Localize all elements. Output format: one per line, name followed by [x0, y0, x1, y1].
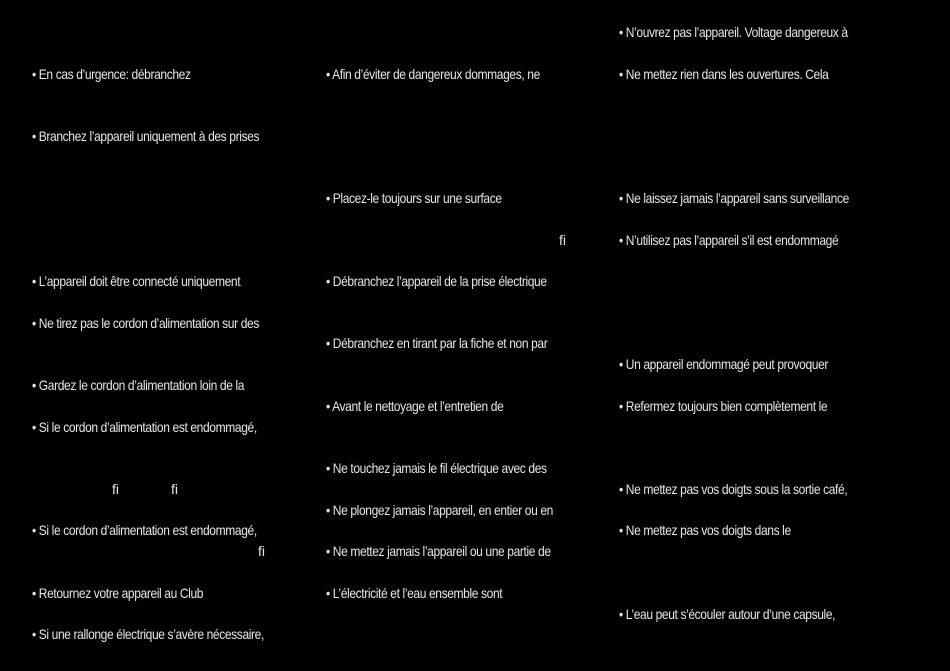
bullet-never-immerse: • Ne plongez jamais l’appareil, en entier ou en: [326, 502, 553, 518]
stray-ligature: ﬁ: [171, 481, 178, 497]
bullet-unplug-outlet: • Débranchez l’appareil de la prise électrique: [326, 273, 547, 289]
bullet-emergency-unplug: • En cas d’urgence: débranchez: [32, 66, 191, 82]
stray-ligature: ﬁ: [559, 232, 566, 248]
bullet-keep-cord-away: • Gardez le cordon d’alimentation loin de la: [32, 377, 245, 393]
bullet-close-completely: • Refermez toujours bien complètement le: [619, 398, 828, 414]
bullet-dont-use-damaged: • N’utilisez pas l’appareil s’il est endommagé: [619, 232, 839, 248]
bullet-fingers-in: • Ne mettez pas vos doigts dans le: [619, 522, 791, 538]
stray-ligature: ﬁ: [258, 543, 265, 559]
bullet-dont-touch-wire: • Ne touchez jamais le fil électrique avec des: [326, 460, 547, 476]
bullet-connected-only: • L’appareil doit être connecté uniquement: [32, 273, 241, 289]
bullet-fingers-coffee-outlet: • Ne mettez pas vos doigts sous la sortie café,: [619, 481, 848, 497]
bullet-before-cleaning: • Avant le nettoyage et l’entretien de: [326, 398, 504, 414]
bullet-electricity-water: • L’électricité et l’eau ensemble sont: [326, 585, 503, 601]
bullet-extension-cord: • Si une rallonge électrique s’avère nécessaire,: [32, 626, 264, 642]
bullet-return-to-club: • Retournez votre appareil au Club: [32, 585, 204, 601]
bullet-never-unattended: • Ne laissez jamais l’appareil sans surveillance: [619, 190, 849, 206]
bullet-water-around-capsule: • L’eau peut s’écouler autour d’une capsule,: [619, 606, 836, 622]
bullet-dont-pull-cord: • Ne tirez pas le cordon d’alimentation sur des: [32, 315, 259, 331]
bullet-flat-surface: • Placez-le toujours sur une surface: [326, 190, 502, 206]
bullet-cord-damaged-1: • Si le cordon d’alimentation est endommagé,: [32, 419, 257, 435]
bullet-plug-outlets: • Branchez l’appareil uniquement à des prises: [32, 128, 260, 144]
bullet-unplug-by-plug: • Débranchez en tirant par la fiche et non par: [326, 335, 548, 351]
bullet-nothing-in-openings: • Ne mettez rien dans les ouvertures. Cela: [619, 66, 829, 82]
bullet-never-put-part: • Ne mettez jamais l’appareil ou une partie de: [326, 543, 551, 559]
bullet-damaged-can-cause: • Un appareil endommagé peut provoquer: [619, 356, 829, 372]
bullet-dont-open: • N’ouvrez pas l’appareil. Voltage dangereux à: [619, 24, 848, 40]
bullet-avoid-damage: • Afin d’éviter de dangereux dommages, ne: [326, 66, 540, 82]
stray-ligature: ﬁ: [112, 481, 119, 497]
bullet-cord-damaged-2: • Si le cordon d’alimentation est endommagé,: [32, 522, 257, 538]
